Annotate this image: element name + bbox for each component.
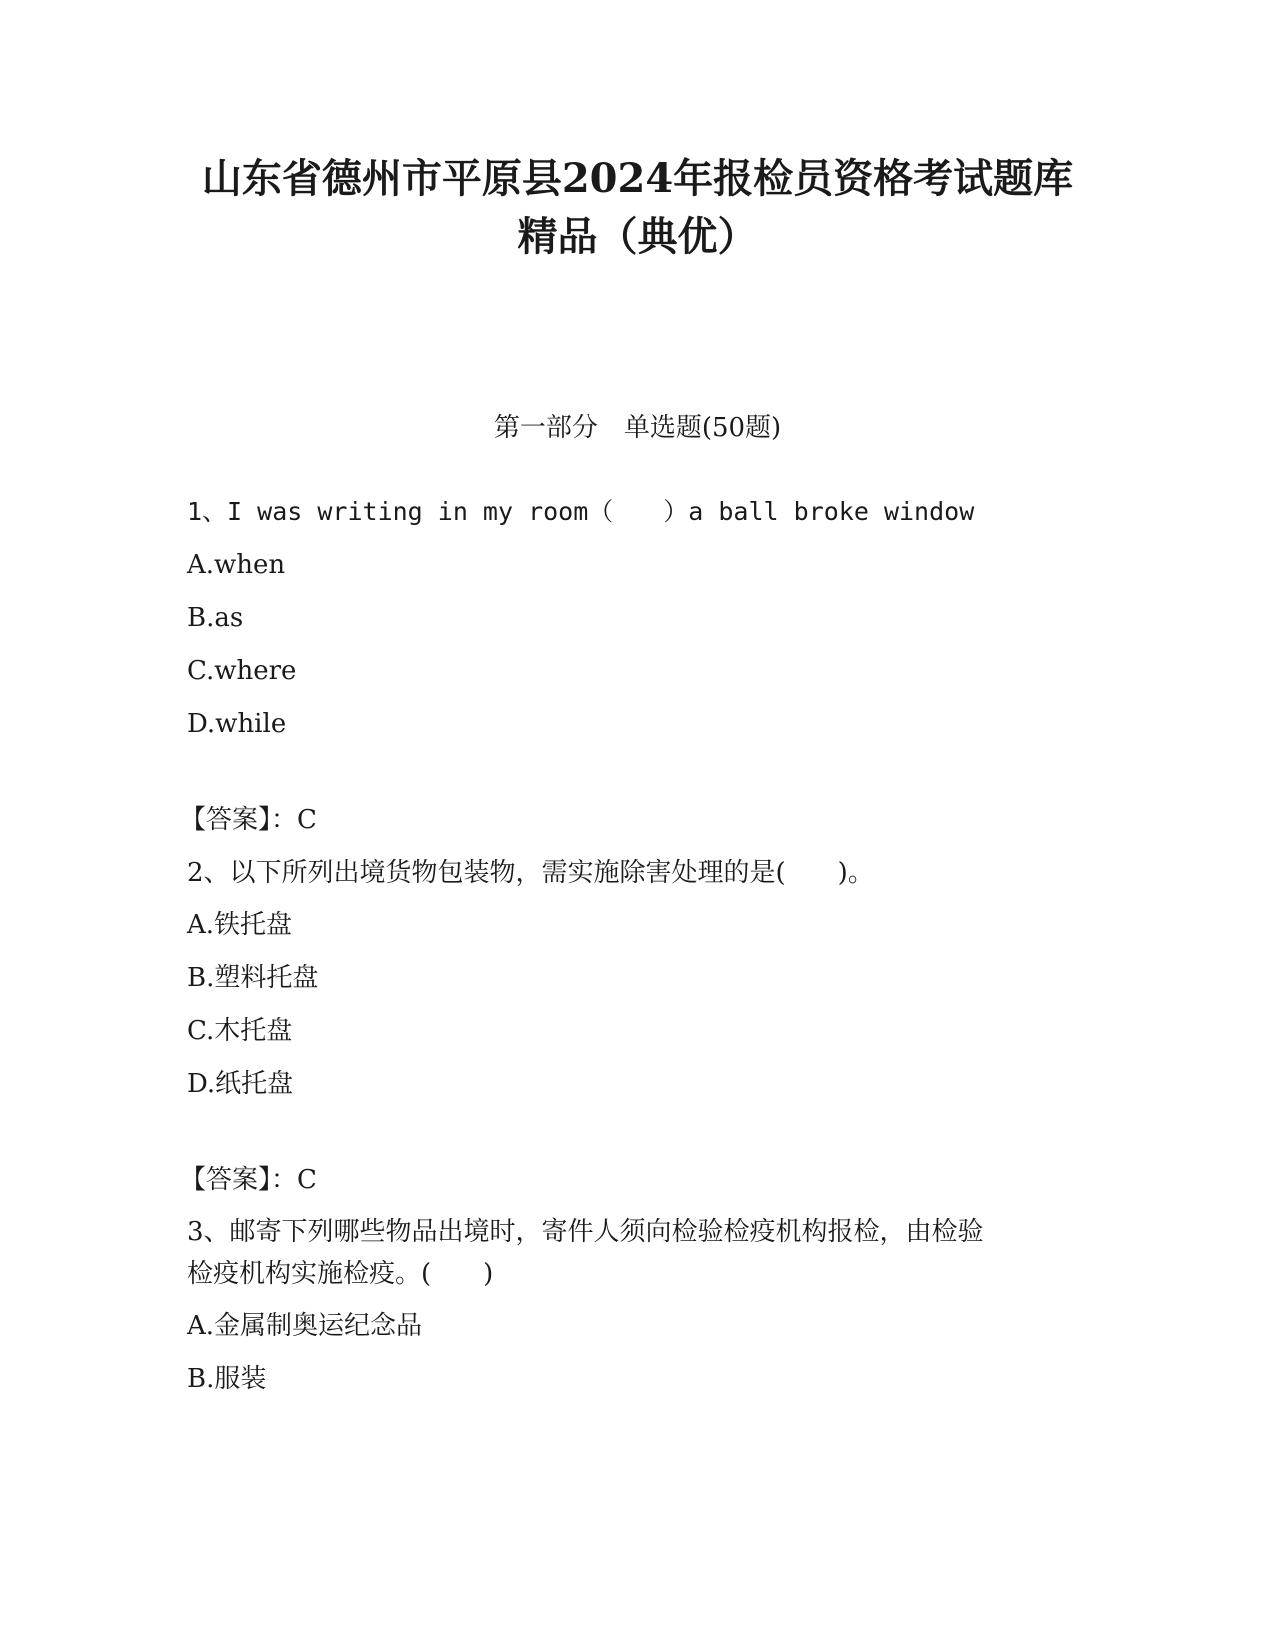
option-a: A.when <box>187 550 286 580</box>
document-title-line-2: 精品（典优） <box>517 213 758 260</box>
option-a: A.金属制奥运纪念品 <box>187 1311 423 1341</box>
question-stem-line-2: 检疫机构实施检疫。( ) <box>187 1259 494 1289</box>
option-d: D.while <box>187 709 287 739</box>
document-title-line-1: 山东省德州市平原县2024年报检员资格考试题库 <box>201 155 1074 202</box>
option-b: B.塑料托盘 <box>187 963 319 993</box>
answer: 【答案】：C <box>180 1165 317 1195</box>
question-stem: 2、以下所列出境货物包装物，需实施除害处理的是( )。 <box>187 858 874 888</box>
answer: 【答案】：C <box>180 805 317 835</box>
option-c: C.where <box>187 656 297 686</box>
question-stem: 1、I was writing in my room（ ）a ball broke window <box>187 497 975 526</box>
question-stem-line-1: 3、邮寄下列哪些物品出境时，寄件人须向检验检疫机构报检，由检验 <box>187 1217 984 1247</box>
option-b: B.服装 <box>187 1364 267 1394</box>
section-heading: 第一部分 单选题(50题) <box>493 413 782 443</box>
option-d: D.纸托盘 <box>187 1069 294 1099</box>
option-b: B.as <box>187 603 244 633</box>
option-c: C.木托盘 <box>187 1016 293 1046</box>
option-a: A.铁托盘 <box>187 910 293 940</box>
